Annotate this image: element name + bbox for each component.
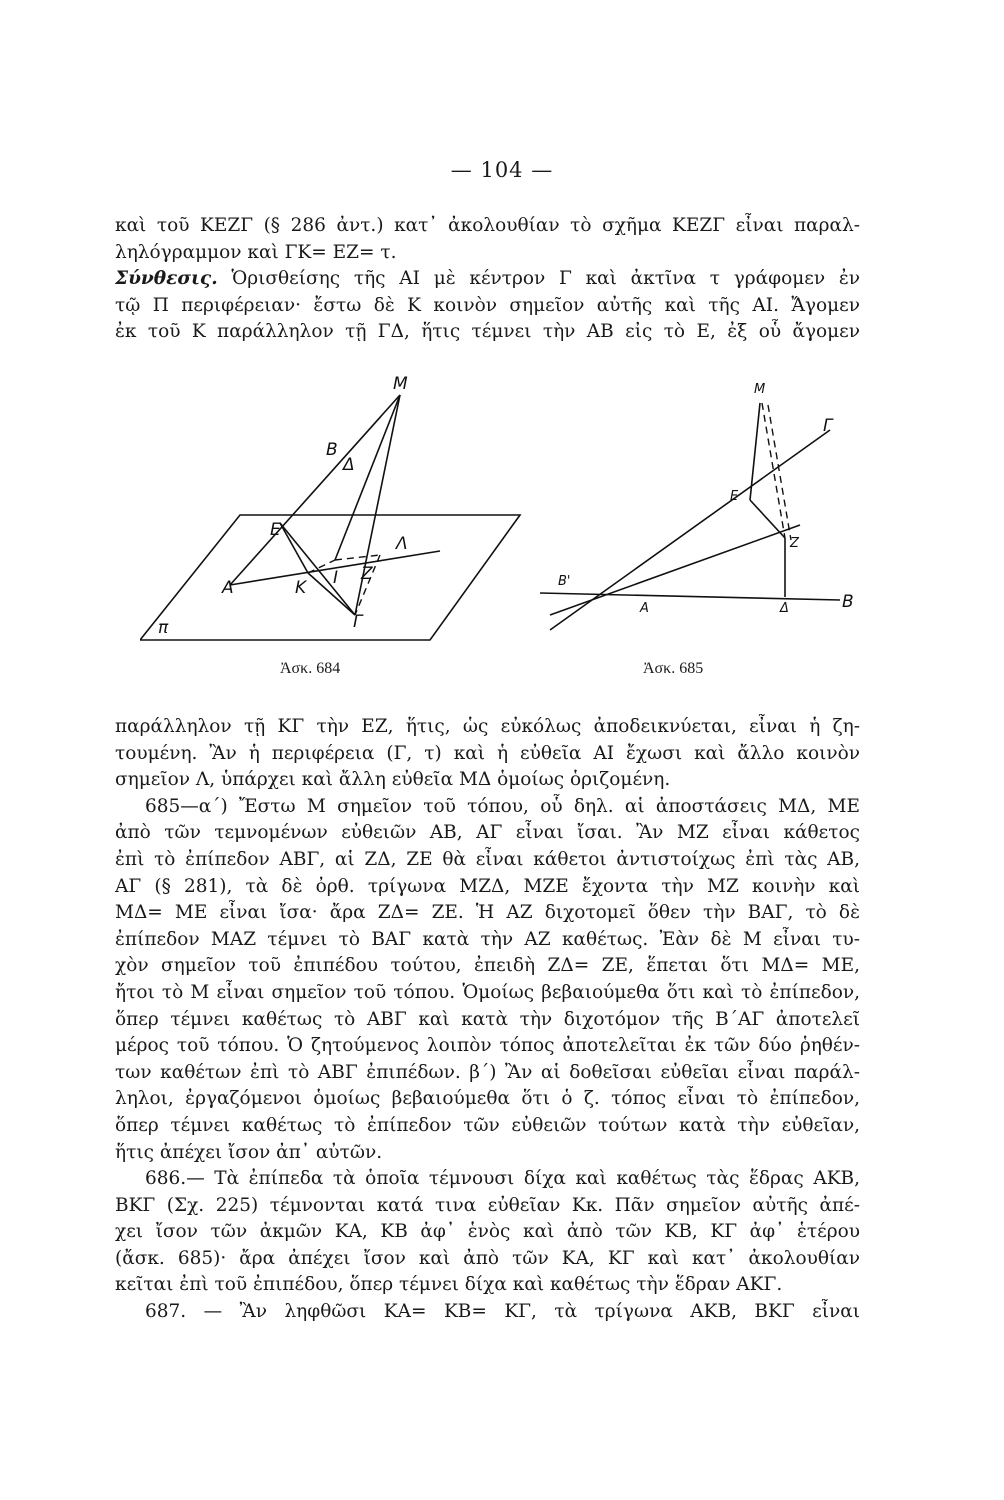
text-line: 686.— Τὰ ἐπίπεδα τὰ ὁποῖα τέμνουσι δίχα καὶ καθέτως τὰς ἕδρας ΑΚΒ, [145,1168,860,1190]
figure-caption-684: Ἀσκ. 684 [280,660,341,677]
text-line: 685—α΄) Ἔστω Μ σημεῖον τοῦ τόπου, οὗ δηλ. αἱ ἀποστάσεις ΜΔ, ΜΕ [145,795,860,817]
figure-caption-685: Ἀσκ. 685 [643,660,704,677]
line-E-Z [750,500,785,538]
fig685-label-B: Β [842,592,854,612]
text-line: ἐπὶ τὸ ἐπίπεδον ΑΒΓ, αἱ ΖΔ, ΖΕ θὰ εἶναι κάθετοι ἀντιστοίχως ἐπὶ τὰς ΑΒ, [115,848,860,870]
fig685-label-E: Ε [730,489,739,504]
fig684-label-M: Μ [393,375,408,394]
text-line: χει ἴσον τῶν ἀκμῶν ΚΑ, ΚΒ ἀφ᾽ ἑνὸς καὶ ἀπὸ τῶν ΚΒ, ΚΓ ἀφ᾽ ἑτέρου [115,1221,860,1243]
text-line: ΒΚΓ (Σχ. 225) τέμνονται κατά τινα εὐθεῖαν Κκ. Πᾶν σημεῖον αὐτῆς ἀπέ- [115,1194,860,1216]
text-line: ΜΔ= ΜΕ εἶναι ἴσα· ἄρα ΖΔ= ΖΕ. Ἡ ΑΖ διχοτομεῖ ὅθεν τὴν ΒΑΓ, τὸ δὲ [115,902,860,924]
figure-685 [540,382,854,630]
text-line: παράλληλον τῇ ΚΓ τὴν ΕΖ, ἥτις, ὡς εὐκόλως ἀποδεικνύεται, εἶναι ἡ ζη- [115,716,860,737]
fig684-label-K: Κ [295,578,307,598]
line-E-K [280,523,308,573]
text-line: σημεῖον Λ, ὑπάρχει καὶ ἄλλη εὐθεῖα ΜΔ ὁμοίως ὁριζομένη. [115,769,671,791]
line-M-E [750,403,760,500]
geometry-figures [140,375,870,675]
text-line: Σύνθεσις. Ὁρισθείσης τῆς ΑΙ μὲ κέντρον Γ καὶ ἀκτῖνα τ γράφομεν ἐν [115,268,860,290]
text-line: ἥτις ἀπέχει ἴσον ἀπ᾽ αὐτῶν. [115,1141,383,1163]
text-line: τουμένη. Ἂν ἡ περιφέρεια (Γ, τ) καὶ ἡ εὐθεῖα ΑΙ ἔχωσι καὶ ἄλλο κοινὸν [115,742,860,764]
line-K-G [308,573,355,615]
fig685-label-Z: Ζ [790,536,799,551]
fig684-label-Z: Ζ [361,564,373,584]
text-line: ληλόγραμμον καὶ ΓΚ= ΕΖ= τ. [115,241,397,263]
text-line: ὅπερ τέμνει καθέτως τὸ ΑΒΓ καὶ κατὰ τὴν διχοτόμον τῆς Β΄ΑΓ ἀποτελεῖ [115,1008,860,1030]
text-line: χὸν σημεῖον τοῦ ἐπιπέδου τούτου, ἐπειδὴ ΖΔ= ΖΕ, ἕπεται ὅτι ΜΔ= ΜΕ, [115,955,860,977]
line-Z-L [335,555,380,560]
line-B1-B [540,593,840,600]
fig684-label-I: Ι [333,568,339,588]
text-line: ἐπίπεδον ΜΑΖ τέμνει τὸ ΒΑΓ κατὰ τὴν ΑΖ καθέτως. Ἐὰν δὲ Μ εἶναι τυ- [115,928,860,950]
fig684-label-pi: π [158,618,169,638]
fig685-label-M: Μ [754,382,766,397]
page-number: — 104 — [450,158,554,182]
text-line: ΑΓ (§ 281), τὰ δὲ ὀρθ. τρίγωνα ΜΖΔ, ΜΖΕ ἔχοντα τὴν ΜΖ κοινὴν καὶ [115,875,860,897]
line-A-Z [550,525,800,615]
fig684-label-D: Δ [343,455,355,475]
paragraph-top [115,213,860,346]
text-line: ἐκ τοῦ Κ παράλληλον τῇ ΓΔ, ἥτις τέμνει τὴν ΑΒ εἰς τὸ Ε, ἐξ οὗ ἄγομεν [115,321,860,343]
fig685-label-G: Γ [823,416,833,436]
fig685-label-D: Δ [780,601,789,616]
text-line: κεῖται ἐπὶ τοῦ ἐπιπέδου, ὅπερ τέμνει δίχα καὶ καθέτως τὴν ἕδραν ΑΚΓ. [115,1274,783,1296]
text-line: ληλοι, ἐργαζόμενοι ὁμοίως βεβαιούμεθα ὅτι ὁ ζ. τόπος εἶναι τὸ ἐπίπεδον, [115,1088,860,1110]
text-line: ἤτοι τὸ Μ εἶναι σημεῖον τοῦ τόπου. Ὁμοίως βεβαιούμεθα ὅτι καὶ τὸ ἐπίπεδον, [115,981,860,1003]
text-line: ὅπερ τέμνει καθέτως τὸ ἐπίπεδον τῶν εὐθειῶν τούτων κατὰ τὴν εὐθεῖαν, [115,1114,860,1136]
text-line: των καθέτων ἐπὶ τὸ ΑΒΓ ἐπιπέδων. β΄) Ἂν αἱ δοθεῖσαι εὐθεῖαι εἶναι παράλ- [115,1061,860,1083]
fig684-label-B: Β [326,440,338,460]
fig684-label-L: Λ [396,534,408,554]
figure-684 [140,375,520,640]
fig684-label-A: Α [222,578,234,598]
synthesis-label: Σύνθεσις. [115,268,218,290]
text-line: 687. — Ἂν ληφθῶσι ΚΑ= ΚΒ= ΚΓ, τὰ τρίγωνα ΑΚΒ, ΒΚΓ εἶναι [145,1301,860,1323]
text-line: μέρος τοῦ τόπου. Ὁ ζητούμενος λοιπὸν τόπος ἀποτελεῖται ἐκ τῶν δύο ῥηθέν- [115,1035,860,1057]
fig685-label-A: Α [640,601,649,616]
fig685-label-B1: Β' [558,574,571,589]
line-M-D [335,395,400,560]
paragraph-bottom [115,714,860,1326]
plane-pi [140,515,520,640]
fig684-label-G: Γ [353,612,363,632]
text-line: τῷ Π περιφέρειαν· ἔστω δὲ Κ κοινὸν σημεῖον αὐτῆς καὶ τῆς ΑΙ. Ἄγομεν [115,294,860,316]
text-line: καὶ τοῦ ΚΕΖΓ (§ 286 ἀντ.) κατ᾽ ἀκολουθίαν τὸ σχῆμα ΚΕΖΓ εἶναι παραλ- [115,215,860,236]
line-M-A [230,395,400,585]
fig684-label-E: Ε [270,520,281,540]
text-line: (ἄσκ. 685)· ἄρα ἀπέχει ἴσον καὶ ἀπὸ τῶν ΚΑ, ΚΓ καὶ κατ᾽ ἀκολουθίαν [115,1247,860,1269]
text-line: ἀπὸ τῶν τεμνομένων εὐθειῶν ΑΒ, ΑΓ εἶναι ἴσαι. Ἂν ΜΖ εἶναι κάθετος [115,822,860,844]
